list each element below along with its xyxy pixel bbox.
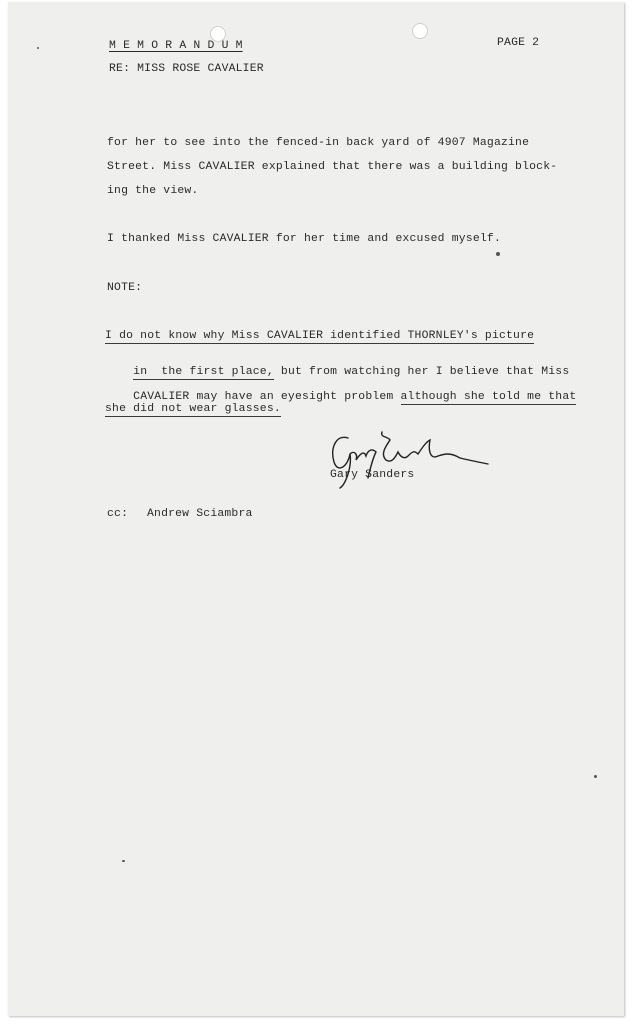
note-phrase-underlined: in the first place, — [133, 366, 274, 378]
memo-title: M E M O R A N D U M — [109, 40, 243, 52]
page-number: PAGE 2 — [497, 37, 540, 49]
note-phrase: but from watching her I believe that Miss — [273, 366, 570, 378]
speck — [37, 47, 39, 49]
speck — [496, 252, 500, 256]
note-line-underlined: I do not know why Miss CAVALIER identified THORNLEY's picture — [105, 330, 535, 342]
body-line: for her to see into the fenced-in back yard of 4907 Magazine — [107, 137, 530, 149]
handwritten-signature — [326, 426, 496, 496]
cc-label: cc: — [107, 508, 129, 520]
speck — [122, 860, 125, 862]
note-phrase-underlined: although she told me that — [400, 391, 577, 403]
memo-subject: RE: MISS ROSE CAVALIER — [109, 63, 264, 75]
body-line: ing the view. — [107, 185, 199, 197]
body-line: I thanked Miss CAVALIER for her time and excused myself. — [107, 233, 501, 245]
speck — [594, 775, 597, 778]
note-phrase: CAVALIER may have an eyesight problem — [133, 391, 401, 403]
note-line-underlined: she did not wear glasses. — [105, 403, 281, 415]
punch-hole-right — [412, 23, 428, 39]
signature-name: Gary Sanders — [330, 469, 415, 481]
cc-recipient: Andrew Sciambra — [147, 508, 253, 520]
memo-page — [8, 2, 624, 1016]
body-line: Street. Miss CAVALIER explained that there was a building block- — [107, 161, 558, 173]
note-label: NOTE: — [107, 282, 143, 294]
